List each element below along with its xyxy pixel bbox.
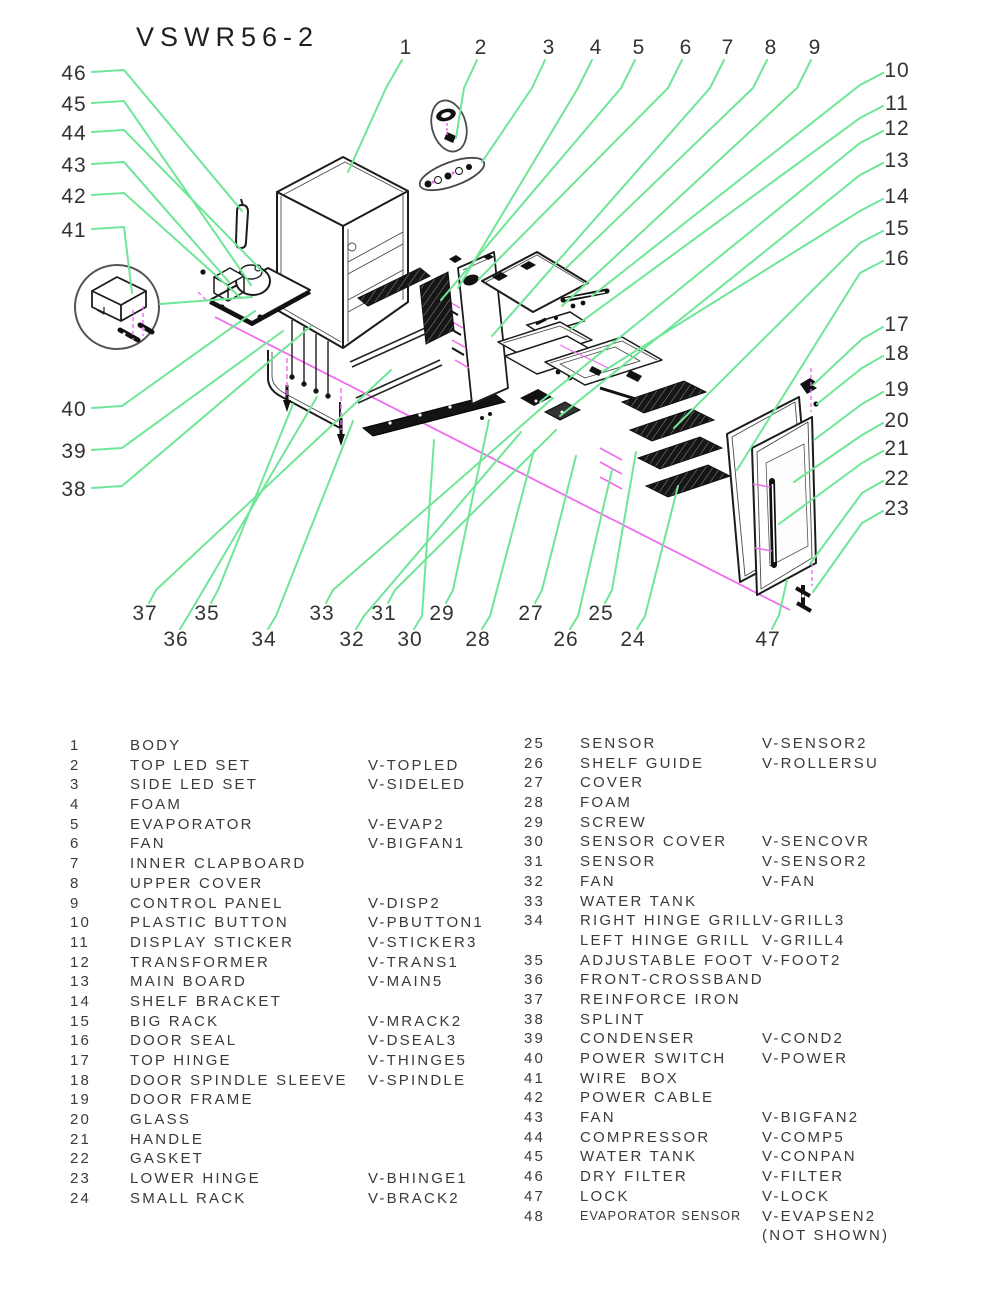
part-number: 27 [524,774,546,792]
parts-list-right-column [524,734,974,1246]
parts-row [70,1149,510,1169]
callout-8: 8 [764,36,778,59]
callout-10: 10 [884,59,910,82]
callout-leader-1 [348,60,402,172]
part-code [762,970,974,990]
part-number: 38 [524,1010,546,1028]
parts-row [70,1090,510,1110]
parts-row [70,953,510,973]
part-code: V-DISP2 [368,894,441,912]
parts-row [70,1169,510,1189]
part-number: 26 [524,754,546,772]
part-code: V-BIGFAN2 [762,1109,860,1127]
door-drawing [727,397,816,595]
part-number: 28 [524,794,546,812]
part-number: 1 [70,737,81,754]
parts-row [524,1128,974,1148]
part-number: 6 [70,835,81,853]
parts-row [524,1108,974,1128]
part-number [524,1226,580,1246]
part-number: 45 [524,1148,546,1166]
callout-leader-34 [268,421,353,629]
part-number: 44 [524,1128,546,1146]
part-code: V-ROLLERSU [762,754,880,772]
callout-leader-44 [92,130,263,272]
parts-row [70,775,510,795]
part-code [762,793,974,813]
evaporator-drawing [420,272,454,344]
part-number: 47 [524,1187,546,1205]
part-name: BODY [130,737,182,754]
part-number: 8 [70,874,81,892]
part-name: REINFORCE IRON [580,990,741,1008]
part-number: 30 [524,833,546,851]
part-number: 2 [70,756,81,774]
part-name: SIDE LED SET [130,776,259,794]
callout-21: 21 [884,437,910,460]
part-code: V-GRILL3 [762,912,846,930]
part-number: 46 [524,1168,546,1186]
callout-42: 42 [61,185,87,208]
parts-row [70,1012,510,1032]
callout-1: 1 [399,36,413,59]
callout-leader-9 [562,60,811,306]
part-number: 48 [524,1207,546,1225]
part-number: 39 [524,1030,546,1048]
part-number: 3 [70,776,81,794]
part-name: FAN [580,1109,616,1127]
part-code [368,1130,510,1150]
parts-row [70,1031,510,1051]
part-number: 32 [524,872,546,890]
callout-25: 25 [588,602,614,625]
callout-leader-23 [813,511,883,592]
callout-22: 22 [884,467,910,490]
part-code: V-TRANS1 [368,953,459,971]
callout-leader-32 [356,432,521,629]
part-name: POWER CABLE [580,1089,715,1107]
part-code [762,990,974,1010]
part-name: PLASTIC BUTTON [130,914,289,932]
part-code [762,1088,974,1108]
part-code [368,736,510,756]
callout-9: 9 [808,36,822,59]
part-number: 20 [70,1111,92,1129]
parts-row [524,773,974,793]
parts-row [524,1226,974,1246]
callout-37: 37 [132,602,158,625]
part-code: V-SENCOVR [762,833,871,851]
part-code [368,1149,510,1169]
part-code: V-SPINDLE [368,1071,467,1089]
part-name: SHELF BRACKET [130,992,282,1010]
part-code: V-GRILL4 [762,931,846,949]
callout-14: 14 [884,185,910,208]
callout-33: 33 [309,602,335,625]
part-number: 19 [70,1091,92,1109]
part-code [368,1090,510,1110]
part-code: V-TOPLED [368,756,460,774]
parts-row [70,972,510,992]
parts-row [70,1189,510,1209]
part-name: TOP LED SET [130,756,252,774]
callout-11: 11 [885,92,909,115]
part-name: CONTROL PANEL [130,894,284,912]
callout-34: 34 [251,628,277,651]
part-code: V-BHINGE1 [368,1170,468,1188]
part-code: (NOT SHOWN) [762,1227,890,1245]
callout-leader-15 [674,231,883,428]
part-code [368,992,510,1012]
callout-leader-12 [540,131,883,402]
part-name: GASKET [130,1150,205,1168]
parts-row [524,892,974,912]
part-code: V-MAIN5 [368,973,444,991]
part-number: 41 [524,1069,546,1087]
parts-row [524,1069,974,1089]
part-name: RIGHT HINGE GRILL [580,912,763,930]
callout-15: 15 [884,217,910,240]
part-name: EVAPORATOR [130,815,254,833]
callout-46: 46 [61,62,87,85]
part-number: 9 [70,894,81,912]
part-name: LOCK [580,1187,630,1205]
parts-row [70,1051,510,1071]
callout-23: 23 [884,497,910,520]
part-number: 4 [70,796,81,814]
part-name: BIG RACK [130,1012,220,1030]
callout-leader-17 [813,327,883,385]
part-name: DOOR FRAME [130,1091,254,1109]
callout-leader-25 [605,452,636,603]
parts-row [70,834,510,854]
parts-row [70,992,510,1012]
part-code: V-BRACK2 [368,1189,460,1207]
part-name: INNER CLAPBOARD [130,855,307,873]
callout-17: 17 [884,313,910,336]
part-code: V-THINGE5 [368,1052,467,1069]
parts-row [524,793,974,813]
part-number: 37 [524,990,546,1008]
parts-row [524,1167,974,1187]
part-number: 24 [70,1189,92,1207]
callout-leader-6 [479,60,682,279]
part-number: 22 [70,1150,92,1168]
part-code: V-FAN [762,872,817,890]
callout-39: 39 [61,440,87,463]
parts-row [524,734,974,754]
part-name: DOOR SPINDLE SLEEVE [130,1071,348,1089]
part-number: 15 [70,1012,92,1030]
parts-row [70,933,510,953]
parts-row [524,1010,974,1030]
part-name: WATER TANK [580,892,698,910]
part-number: 29 [524,813,546,831]
parts-row [524,1049,974,1069]
part-name: SHELF GUIDE [580,754,705,772]
callout-leader-36 [180,397,317,629]
part-name: SPLINT [580,1010,646,1028]
callout-35: 35 [194,602,220,625]
part-code: V-EVAP2 [368,815,445,833]
part-code [368,795,510,815]
callout-13: 13 [884,149,910,172]
part-code [368,874,510,894]
part-number: 12 [70,953,92,971]
part-name: ADJUSTABLE FOOT [580,951,755,969]
callout-leader-24 [637,486,678,629]
parts-row [524,1187,974,1207]
callout-4: 4 [589,36,603,59]
part-code: V-CONPAN [762,1148,857,1166]
parts-row [70,1130,510,1150]
callout-7: 7 [721,36,735,59]
callout-2: 2 [474,36,488,59]
part-number: 14 [70,992,92,1010]
part-name: SCREW [580,813,647,831]
part-number: 36 [524,971,546,989]
part-code [368,854,510,874]
part-code [762,813,974,833]
callout-18: 18 [884,342,910,365]
part-name: CONDENSER [580,1030,696,1048]
parts-row [70,1110,510,1130]
part-name: TRANSFORMER [130,953,271,971]
callout-3: 3 [542,36,556,59]
parts-row [70,894,510,914]
top-led-detail [426,96,472,155]
part-code [762,773,974,793]
part-name: EVAPORATOR SENSOR [580,1208,742,1223]
callout-40: 40 [61,398,87,421]
part-code: V-SIDELED [368,776,467,794]
part-number: 11 [70,933,90,951]
part-number: 31 [524,853,546,871]
part-name: SENSOR COVER [580,833,728,851]
callout-29: 29 [429,602,455,625]
parts-row [524,970,974,990]
parts-row [70,854,510,874]
part-number: 42 [524,1089,546,1107]
part-name: FAN [580,872,616,890]
part-code: V-DSEAL3 [368,1032,458,1050]
parts-row [524,931,974,951]
callout-20: 20 [884,409,910,432]
part-number: 7 [70,855,81,873]
part-name: SENSOR [580,853,657,871]
part-code: V-BIGFAN1 [368,835,466,853]
part-number: 23 [70,1170,92,1188]
part-name: WIRE BOX [580,1069,679,1087]
parts-row [70,815,510,835]
part-number: 33 [524,892,546,910]
parts-row [524,754,974,774]
part-code: V-MRACK2 [368,1012,463,1030]
callout-27: 27 [518,602,544,625]
parts-row [524,990,974,1010]
cabinet-body-drawing [277,157,408,398]
part-number: 43 [524,1109,546,1127]
callout-leader-31 [388,430,556,603]
parts-row [524,813,974,833]
part-name: DISPLAY STICKER [130,933,295,951]
callout-leader-14 [602,199,883,372]
part-code [762,1010,974,1030]
part-number [524,931,580,951]
part-name: UPPER COVER [130,874,264,892]
part-name: FAN [130,835,166,853]
callout-28: 28 [465,628,491,651]
part-code [368,1110,510,1130]
callout-24: 24 [620,628,646,651]
part-number: 40 [524,1050,546,1067]
top-hinge-drawing [800,368,819,412]
part-code: V-SENSOR2 [762,853,868,871]
page-title: VSWR56-2 [136,22,320,52]
part-code [762,892,974,912]
parts-row [524,1147,974,1167]
callout-44: 44 [61,122,87,145]
parts-row [524,1207,974,1227]
part-number: 17 [70,1052,92,1069]
callout-leader-27 [535,456,576,603]
racks-drawing [600,381,730,497]
part-number: 16 [70,1032,92,1050]
callout-32: 32 [339,628,365,651]
callout-5: 5 [632,36,646,59]
part-code [762,1069,974,1089]
callout-26: 26 [553,628,579,651]
part-name: FRONT-CROSSBAND [580,971,764,989]
part-name: SMALL RACK [130,1189,247,1207]
parts-row [70,874,510,894]
part-name: WATER TANK [580,1148,698,1166]
callout-12: 12 [884,117,910,140]
callout-43: 43 [61,154,87,177]
part-code: V-COND2 [762,1030,845,1048]
parts-row [524,872,974,892]
part-number: 5 [70,815,81,833]
part-name: GLASS [130,1111,192,1129]
callout-leader-46 [92,70,242,211]
side-led-detail [416,151,488,197]
part-code: V-PBUTTON1 [368,914,484,932]
part-code: V-FILTER [762,1168,845,1186]
callout-47: 47 [755,628,781,651]
parts-row [524,911,974,931]
part-number: 34 [524,912,546,930]
parts-row [70,913,510,933]
part-name: POWER SWITCH [580,1050,727,1067]
part-number: 10 [70,914,92,932]
part-name: FOAM [580,794,633,812]
part-name: DOOR SEAL [130,1032,238,1050]
part-code: V-FOOT2 [762,951,842,969]
part-name: LEFT HINGE GRILL [580,931,751,949]
wire-box-detail [75,265,159,349]
part-number: 25 [524,735,546,752]
callout-31: 31 [371,602,397,625]
part-name: FOAM [130,796,183,814]
part-name [580,1226,762,1246]
callout-36: 36 [163,628,189,651]
part-number: 18 [70,1071,92,1089]
callout-leader-37 [149,370,391,603]
parts-row [70,1071,510,1091]
callout-19: 19 [884,378,910,401]
parts-row [524,1029,974,1049]
callout-leader-33 [326,398,553,603]
parts-row [524,832,974,852]
callout-6: 6 [679,36,693,59]
parts-row [70,756,510,776]
part-code: V-POWER [762,1050,849,1067]
callout-41: 41 [61,219,87,242]
part-name: SENSOR [580,735,657,752]
part-code: V-COMP5 [762,1128,845,1146]
part-name: DRY FILTER [580,1168,688,1186]
part-name: TOP HINGE [130,1052,232,1069]
parts-row [524,951,974,971]
part-name: HANDLE [130,1130,205,1148]
callout-45: 45 [61,93,87,116]
part-number: 35 [524,951,546,969]
part-name: LOWER HINGE [130,1170,261,1188]
part-name: COMPRESSOR [580,1128,711,1146]
parts-list-left-column [70,736,510,1209]
callout-leader-35 [211,404,293,603]
part-number: 13 [70,973,92,991]
parts-row [524,852,974,872]
callout-16: 16 [884,247,910,270]
condenser-drawing [358,268,430,306]
callout-30: 30 [397,628,423,651]
parts-row [70,736,510,756]
parts-row [70,795,510,815]
part-code: V-SENSOR2 [762,735,868,752]
sensor-cover-drawing [363,394,505,436]
part-code: V-LOCK [762,1187,831,1205]
callout-leader-3 [482,60,545,162]
callout-leader-30 [414,440,434,629]
part-code: V-EVAPSEN2 [762,1207,877,1225]
part-name: MAIN BOARD [130,973,248,991]
part-code: V-STICKER3 [368,933,478,951]
part-number: 21 [70,1130,92,1148]
part-name: COVER [580,774,645,792]
callout-38: 38 [61,478,87,501]
parts-row [524,1088,974,1108]
